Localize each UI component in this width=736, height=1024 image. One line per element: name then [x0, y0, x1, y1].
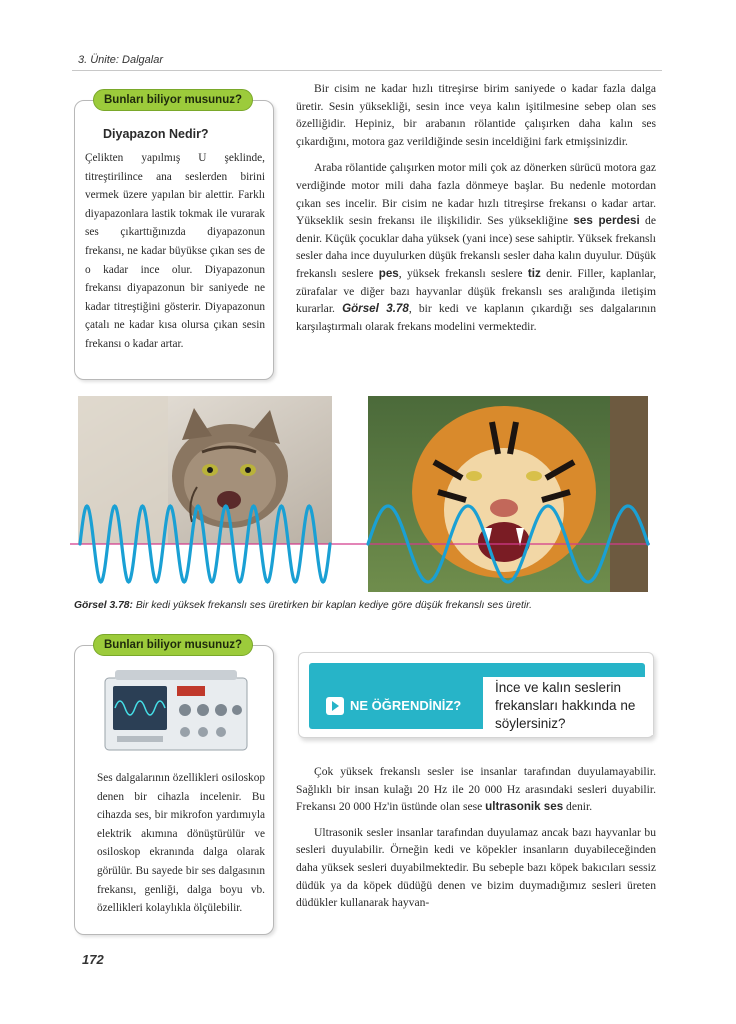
ne-ogrendiniz-band	[309, 663, 645, 729]
header-divider	[72, 70, 662, 71]
text-run: , yüksek frekanslı seslere	[398, 266, 528, 280]
term-tiz: tiz	[527, 266, 541, 280]
figure-caption	[74, 600, 532, 611]
figure-reference: Görsel 3.78	[342, 302, 409, 316]
info-box-tag: Bunları biliyor musunuz?	[93, 89, 253, 111]
paragraph-hearing-range	[296, 763, 656, 816]
term-ultrasonik-ses: ultrasonik ses	[485, 800, 564, 814]
paragraph-ultrasonic: Ultrasonik sesler insanlar tarafından duyulamaz ancak bazı hayvanlar bu sesleri duyulabilir. Örneğin kedi ve köpekler insanların duyabileceğinden daha yüksek sesleri duyabilmektedir. Bu sebeple bazı köpek bakıcıları sessiz düdük ya da köpek düdüğü denen ve bizim duymadığımız sesleri üreten düdükler kullanarak hayvan-	[296, 825, 656, 910]
term-ses-perdesi: ses perdesi	[573, 214, 640, 228]
ne-ogrendiniz-question-panel	[483, 677, 653, 735]
unit-header: 3. Ünite: Dalgalar	[78, 54, 163, 66]
text-run: Çok yüksek frekanslı sesler ise insanlar tarafından duyulamayabilir. Sağlıklı bir insan kulağı 20 Hz ile 20 000 Hz arasındaki sesleri duyabilir. Frekansı 20 000 Hz'in üstünde olan sese	[296, 765, 656, 814]
oscilloscope-image	[103, 668, 249, 754]
info-box-text: Çelikten yapılmış U şeklinde, titreştirilince ana seslerden birini vermek üzere yapılan bir alettir. Farklı diyapazonlara lastik tokmak ile vurarak ses çıkarttığınızda diyapazonun frekansı, ne kadar büyükse çıkan ses de o kadar ince olur. Diyapazonun frekansı diyapazonun bir saniyede ne kadar titreştiğini gösterir. Diyapazonun çatalı ne kadar kısa olursa çıkan sesin frekansı o kadar artar.	[85, 152, 265, 350]
paragraph-pitch: Bir cisim ne kadar hızlı titreşirse birim saniyede o kadar fazla dalga üretir. Sesin yüksekliği, sesin ince veya kalın işitilmesine sebep olan ses özelliğidir. Hepiniz, bir arabanın rölantide çalışırken daha kalın ses çıkardığını, motora gaz verildiğinde sesin inceldiğini fark etmişsinizdir.	[296, 82, 656, 148]
info-box-text: Ses dalgalarının özellikleri osiloskop denen bir cihazla incelenir. Bu cihazda ses, bir mikrofon yardımıyla elektrik akımına dönüştürülür ve osiloskop ekranında dalga olarak görülür. Bu sayede bir ses dalgasının frekansı, genliği, dalga boyu vb. özellikleri kolaylıkla ölçülebilir.	[97, 772, 265, 915]
figure-cat-tiger-waves	[62, 392, 662, 592]
main-text-top	[296, 80, 656, 335]
caption-text: Bir kedi yüksek frekanslı ses üretirken bir kaplan kediye göre düşük frekanslı ses üretir.	[132, 600, 533, 611]
chevron-right-icon	[326, 697, 344, 715]
cat-photo	[78, 396, 332, 544]
info-box-oscilloscope	[74, 639, 274, 935]
ne-ogrendiniz-box	[298, 652, 654, 738]
paragraph-engine	[296, 159, 656, 335]
main-text-bottom	[296, 763, 656, 912]
page-number: 172	[82, 952, 104, 967]
tiger-photo	[368, 396, 648, 592]
text-run: de denir. Küçük çocuklar daha yüksek (yani ince) sese sahiptir. Yüksek frekanslı sesler daha ince duyulurken düşük frekanslı sesler daha kalın duyulur. Düşük frekanslı seslere	[296, 214, 656, 280]
info-box-tuning-fork	[74, 94, 274, 380]
text-run: , bir kedi ve kaplanın çıkardığı ses dalgalarının karşılaştırmalı olarak frekans modelini vermektedir.	[296, 302, 657, 333]
text-run: denir.	[563, 800, 593, 814]
ne-ogrendiniz-question: İnce ve kalın seslerin frekansları hakkında ne söylersiniz?	[495, 680, 636, 731]
ne-ogrendiniz-label: NE ÖĞRENDİNİZ?	[350, 698, 462, 713]
info-box-tag: Bunları biliyor musunuz?	[93, 634, 253, 656]
term-pes: pes	[378, 266, 399, 280]
info-box-title: Diyapazon Nedir?	[103, 127, 209, 141]
text-run: Araba rölantide çalışırken motor mili çok az dönerken sürücü motora gaz verdiğinde motor mili daha fazla dönmeye başlar. Bu nedenle motordan çıkan ses incelir. Bir cisim ne kadar hızlı titreşirse frekansı o kadar artar. Yükseklik sesin frekansı ile ilişkilidir. Ses yüksekliğine	[296, 161, 656, 228]
caption-label: Görsel 3.78:	[74, 600, 133, 611]
text-run: denir. Filler, kaplanlar, zürafalar ve diğer bazı hayvanlar düşük frekanslı ses aralığında iletişim kurarlar.	[296, 266, 656, 316]
